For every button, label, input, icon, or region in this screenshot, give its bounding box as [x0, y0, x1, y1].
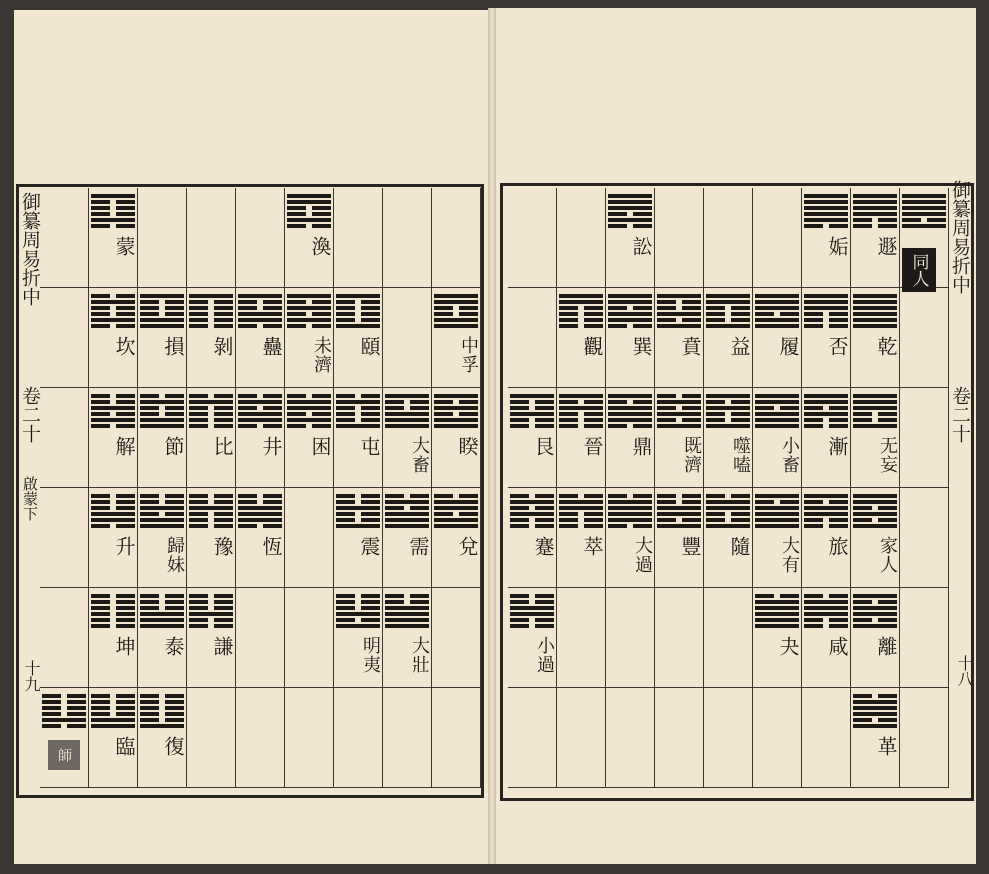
hexagram-cell: [851, 488, 900, 588]
hexagram-cell: [606, 288, 655, 388]
hexagram-cell: [557, 388, 606, 488]
hexagram-name: 豐: [678, 536, 702, 557]
hexagram-icon: [434, 394, 478, 428]
left-margin-title: 御纂周易折中: [19, 192, 41, 306]
hexagram-name: 歸妹: [164, 536, 185, 574]
hexagram-icon: [42, 694, 86, 728]
hexagram-icon: [559, 494, 603, 528]
hexagram-icon: [510, 394, 554, 428]
hexagram-name: 萃: [580, 536, 604, 557]
hexagram-icon: [853, 694, 897, 728]
hexagram-cell: [508, 288, 557, 388]
hexagram-cell: [606, 688, 655, 788]
hexagram-name: 謙: [210, 636, 234, 657]
hexagram-icon: [336, 294, 380, 328]
hexagram-name: 困: [308, 436, 332, 457]
hexagram-name: 革: [874, 736, 898, 757]
hexagram-cell: [285, 688, 334, 788]
hexagram-cell: [40, 488, 89, 588]
hexagram-cell: [802, 588, 851, 688]
hexagram-cell: [285, 488, 334, 588]
hexagram-icon: [140, 494, 184, 528]
hexagram-icon: [608, 494, 652, 528]
hexagram-icon: [755, 394, 799, 428]
hexagram-icon: [706, 494, 750, 528]
hexagram-cell: [753, 688, 802, 788]
hexagram-name: 噬嗑: [730, 436, 751, 474]
hexagram-name: 需: [406, 536, 430, 557]
hexagram-cell: [40, 688, 89, 788]
hexagram-cell: [334, 388, 383, 488]
hexagram-cell: [753, 288, 802, 388]
hexagram-cell: [40, 388, 89, 488]
hexagram-cell: [40, 188, 89, 288]
hexagram-cell: [704, 488, 753, 588]
hexagram-name: 履: [776, 336, 800, 357]
hexagram-name: 蹇: [531, 536, 555, 557]
hexagram-cell: [655, 188, 704, 288]
hexagram-name: 賁: [678, 336, 702, 357]
hexagram-icon: [336, 594, 380, 628]
hexagram-icon: [657, 494, 701, 528]
hexagram-cell: [851, 688, 900, 788]
hexagram-cell: [900, 688, 949, 788]
hexagram-cell: [334, 488, 383, 588]
hexagram-icon: [608, 294, 652, 328]
hexagram-icon: [853, 494, 897, 528]
hexagram-name: 鼎: [629, 436, 653, 457]
hexagram-icon: [238, 394, 282, 428]
hexagram-cell: [557, 188, 606, 288]
hexagram-cell: [383, 688, 432, 788]
hexagram-cell: [89, 288, 138, 388]
hexagram-name: 臨: [112, 736, 136, 757]
hexagram-icon: [853, 294, 897, 328]
hexagram-cell: [138, 488, 187, 588]
hexagram-name: 乾: [874, 336, 898, 357]
hexagram-name: 損: [161, 336, 185, 357]
left-folio: 十九: [22, 660, 41, 692]
hexagram-cell: [187, 688, 236, 788]
hexagram-cell: [802, 488, 851, 588]
hexagram-cell: [802, 188, 851, 288]
hexagram-icon: [189, 594, 233, 628]
hexagram-cell: [383, 188, 432, 288]
hexagram-name: 咸: [825, 636, 849, 657]
hexagram-name: 睽: [455, 436, 479, 457]
hexagram-cell: [606, 388, 655, 488]
hexagram-icon: [385, 594, 429, 628]
hexagram-icon: [336, 394, 380, 428]
hexagram-cell: [851, 388, 900, 488]
hexagram-name: 大有: [779, 536, 800, 574]
hexagram-cell: [655, 288, 704, 388]
hexagram-cell: [802, 288, 851, 388]
hexagram-cell: [432, 588, 481, 688]
hexagram-icon: [287, 394, 331, 428]
hexagram-name: 離: [874, 636, 898, 657]
hexagram-name: 隨: [727, 536, 751, 557]
hexagram-cell: [753, 588, 802, 688]
hexagram-cell: [432, 188, 481, 288]
hexagram-name: 无妄: [877, 436, 898, 474]
hexagram-name: 大畜: [409, 436, 430, 474]
hexagram-cell: [138, 188, 187, 288]
left-chapter: 啟蒙下: [21, 476, 39, 521]
hexagram-name: 家人: [877, 536, 898, 574]
hexagram-cell: [606, 188, 655, 288]
hexagram-name: 姤: [825, 236, 849, 257]
hexagram-name: 明夷: [360, 636, 381, 674]
hexagram-cell: [138, 688, 187, 788]
hexagram-name: 井: [259, 436, 283, 457]
hexagram-cell: [383, 388, 432, 488]
hexagram-icon: [706, 294, 750, 328]
hexagram-name: 復: [161, 736, 185, 757]
hexagram-icon: [559, 394, 603, 428]
hexagram-icon: [91, 194, 135, 228]
hexagram-icon: [189, 394, 233, 428]
hexagram-cell: [285, 388, 334, 488]
hexagram-cell: [704, 388, 753, 488]
hexagram-cell: [138, 388, 187, 488]
hexagram-icon: [853, 194, 897, 228]
hexagram-cell: [187, 288, 236, 388]
hexagram-cell: [89, 688, 138, 788]
hexagram-cell: [508, 388, 557, 488]
hexagram-name: 訟: [629, 236, 653, 257]
hexagram-icon: [706, 394, 750, 428]
hexagram-name: 豫: [210, 536, 234, 557]
hexagram-name: 中孚: [458, 336, 479, 374]
hexagram-cell: [138, 588, 187, 688]
hexagram-cell: [851, 288, 900, 388]
hexagram-name: 頤: [357, 336, 381, 357]
hexagram-cell: [89, 488, 138, 588]
hexagram-name: 漸: [825, 436, 849, 457]
hexagram-cell: [40, 288, 89, 388]
hexagram-cell: [655, 488, 704, 588]
hexagram-icon: [287, 194, 331, 228]
hexagram-icon: [657, 394, 701, 428]
hexagram-cell: [187, 188, 236, 288]
hexagram-name: 比: [210, 436, 234, 457]
hexagram-cell: [187, 388, 236, 488]
hexagram-cell: [557, 688, 606, 788]
hexagram-icon: [755, 494, 799, 528]
boxed-label: 同人: [902, 248, 936, 292]
hexagram-icon: [804, 594, 848, 628]
hexagram-cell: [138, 288, 187, 388]
hexagram-cell: [236, 288, 285, 388]
hexagram-cell: [432, 388, 481, 488]
hexagram-cell: [187, 488, 236, 588]
hexagram-name: 解: [112, 436, 136, 457]
hexagram-cell: [383, 588, 432, 688]
hexagram-name: 遯: [874, 236, 898, 257]
hexagram-cell: [753, 488, 802, 588]
hexagram-cell: [557, 288, 606, 388]
hexagram-cell: [704, 188, 753, 288]
hexagram-name: 坤: [112, 636, 136, 657]
book-gutter: [488, 8, 496, 864]
hexagram-icon: [238, 294, 282, 328]
left-stamp: 師: [48, 740, 80, 770]
hexagram-icon: [434, 294, 478, 328]
hexagram-cell: [508, 688, 557, 788]
hexagram-cell: [40, 588, 89, 688]
hexagram-cell: [383, 488, 432, 588]
hexagram-icon: [91, 394, 135, 428]
hexagram-cell: [236, 488, 285, 588]
hexagram-cell: [432, 688, 481, 788]
hexagram-name: 大過: [632, 536, 653, 574]
hexagram-name: 剝: [210, 336, 234, 357]
hexagram-icon: [140, 694, 184, 728]
hexagram-icon: [755, 294, 799, 328]
hexagram-icon: [385, 394, 429, 428]
hexagram-icon: [853, 394, 897, 428]
hexagram-cell: [802, 388, 851, 488]
hexagram-icon: [140, 294, 184, 328]
hexagram-cell: [236, 588, 285, 688]
hexagram-icon: [853, 594, 897, 628]
hexagram-name: 渙: [308, 236, 332, 257]
hexagram-cell: [753, 188, 802, 288]
hexagram-cell: [704, 688, 753, 788]
hexagram-cell: [236, 688, 285, 788]
hexagram-cell: [285, 188, 334, 288]
hexagram-name: 旅: [825, 536, 849, 557]
hexagram-name: 夬: [776, 636, 800, 657]
hexagram-cell: [89, 388, 138, 488]
hexagram-cell: [285, 588, 334, 688]
hexagram-icon: [140, 394, 184, 428]
hexagram-cell: [557, 588, 606, 688]
hexagram-name: 大壯: [409, 636, 430, 674]
hexagram-cell: [655, 588, 704, 688]
hexagram-cell: [900, 288, 949, 388]
hexagram-icon: [804, 194, 848, 228]
hexagram-name: 艮: [531, 436, 555, 457]
hexagram-icon: [902, 194, 946, 228]
hexagram-icon: [238, 494, 282, 528]
hexagram-name: 坎: [112, 336, 136, 357]
hexagram-cell: [900, 488, 949, 588]
hexagram-cell: [557, 488, 606, 588]
hexagram-icon: [140, 594, 184, 628]
hexagram-icon: [804, 294, 848, 328]
hexagram-icon: [510, 494, 554, 528]
hexagram-cell: [704, 288, 753, 388]
right-folio: 十八: [955, 655, 974, 687]
hexagram-cell: [334, 688, 383, 788]
hexagram-cell: [851, 588, 900, 688]
hexagram-icon: [336, 494, 380, 528]
hexagram-cell: [900, 588, 949, 688]
hexagram-cell: [236, 388, 285, 488]
hexagram-icon: [91, 494, 135, 528]
hexagram-icon: [608, 394, 652, 428]
hexagram-icon: [287, 294, 331, 328]
hexagram-cell: [508, 588, 557, 688]
hexagram-name: 未濟: [311, 336, 332, 374]
hexagram-cell: [606, 488, 655, 588]
hexagram-name: 節: [161, 436, 185, 457]
hexagram-icon: [91, 294, 135, 328]
hexagram-cell: [508, 488, 557, 588]
hexagram-cell: [334, 188, 383, 288]
hexagram-cell: [334, 588, 383, 688]
right-margin-title: 御纂周易折中: [949, 180, 971, 294]
right-volume: 卷二十: [949, 386, 971, 443]
hexagram-cell: [236, 188, 285, 288]
hexagram-name: 益: [727, 336, 751, 357]
hexagram-icon: [434, 494, 478, 528]
hexagram-cell: [704, 588, 753, 688]
hexagram-icon: [755, 594, 799, 628]
hexagram-name: 否: [825, 336, 849, 357]
hexagram-icon: [608, 194, 652, 228]
hexagram-cell: [655, 388, 704, 488]
hexagram-icon: [657, 294, 701, 328]
hexagram-name: 升: [112, 536, 136, 557]
hexagram-cell: [285, 288, 334, 388]
hexagram-icon: [385, 494, 429, 528]
hexagram-cell: [606, 588, 655, 688]
hexagram-icon: [804, 494, 848, 528]
hexagram-cell: [753, 388, 802, 488]
hexagram-name: 兌: [455, 536, 479, 557]
hexagram-icon: [559, 294, 603, 328]
hexagram-cell: [334, 288, 383, 388]
hexagram-icon: [91, 694, 135, 728]
hexagram-cell: [802, 688, 851, 788]
hexagram-cell: [508, 188, 557, 288]
hexagram-name: 屯: [357, 436, 381, 457]
hexagram-name: 觀: [580, 336, 604, 357]
hexagram-icon: [510, 594, 554, 628]
hexagram-cell: [432, 488, 481, 588]
hexagram-cell: [851, 188, 900, 288]
hexagram-name: 蠱: [259, 336, 283, 357]
hexagram-cell: [900, 388, 949, 488]
left-volume: 卷二十: [19, 386, 41, 443]
hexagram-cell: [655, 688, 704, 788]
hexagram-name: 震: [357, 536, 381, 557]
hexagram-name: 恆: [259, 536, 283, 557]
hexagram-icon: [189, 494, 233, 528]
hexagram-cell: [383, 288, 432, 388]
hexagram-cell: [187, 588, 236, 688]
hexagram-icon: [189, 294, 233, 328]
hexagram-name: 既濟: [681, 436, 702, 474]
hexagram-name: 小過: [534, 636, 555, 674]
hexagram-name: 晉: [580, 436, 604, 457]
hexagram-cell: [89, 188, 138, 288]
hexagram-name: 泰: [161, 636, 185, 657]
hexagram-name: 巽: [629, 336, 653, 357]
hexagram-cell: [432, 288, 481, 388]
hexagram-icon: [804, 394, 848, 428]
hexagram-cell: [89, 588, 138, 688]
hexagram-name: 蒙: [112, 236, 136, 257]
hexagram-name: 小畜: [779, 436, 800, 474]
hexagram-icon: [91, 594, 135, 628]
